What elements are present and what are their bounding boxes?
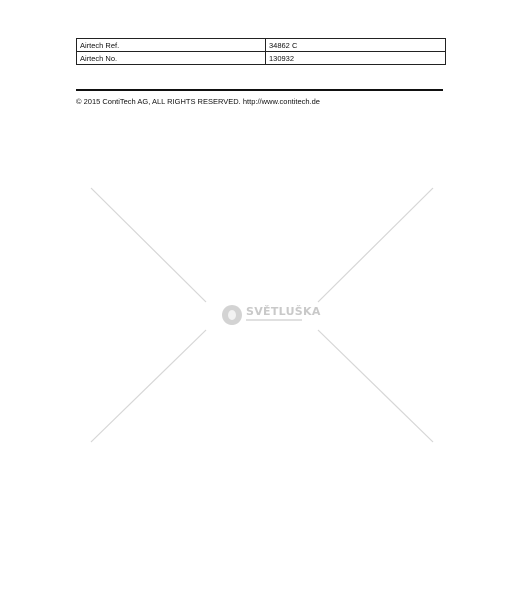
watermark-seal-icon [222,305,242,325]
spec-value: 130932 [266,52,446,65]
placeholder-diagonal-line [91,188,206,302]
placeholder-diagonal-line [318,330,433,442]
placeholder-diagonal-line [91,330,206,442]
copyright-notice: © 2015 ContiTech AG, ALL RIGHTS RESERVED. http://www.contitech.de [76,97,320,106]
spec-label: Airtech Ref. [77,39,266,52]
watermark-brand: SVĚTLUŠKA [246,305,321,318]
watermark-logo [222,304,321,328]
spec-label: Airtech No. [77,52,266,65]
watermark-tagline [246,319,302,321]
placeholder-diagonal-line [318,188,433,302]
spec-value: 34862 C [266,39,446,52]
